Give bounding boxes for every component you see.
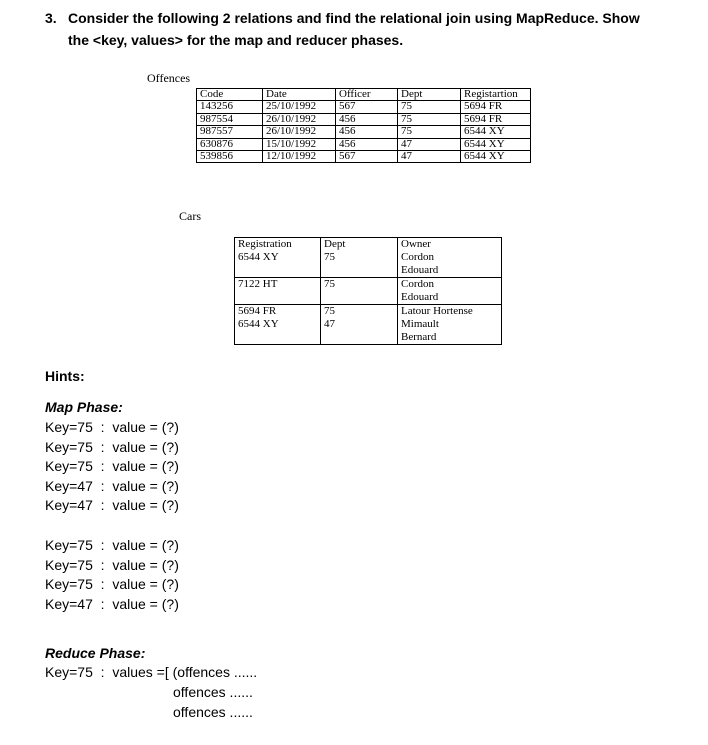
cell: 6544 XY [238, 318, 279, 330]
cell: 25/10/1992 [263, 101, 336, 113]
cell: Edouard [401, 291, 439, 303]
reduce-key-line: Key=75 : values =[ (offences ...... [45, 664, 258, 680]
cars-owner-cell [398, 305, 502, 345]
cars-owner-cell [398, 238, 502, 278]
cell: 567 [336, 151, 398, 163]
map-line: Key=47 : value = (?) [45, 595, 179, 612]
cell: 75 [398, 113, 461, 125]
cars-block-2 [235, 278, 502, 305]
cars-dept-cell [321, 238, 398, 278]
cell: 630876 [197, 138, 263, 150]
hints-label: Hints: [45, 368, 85, 384]
cars-reg-cell [235, 305, 321, 345]
map-group-1 [45, 418, 179, 516]
cell: 75 [324, 251, 335, 263]
cell: 47 [324, 318, 335, 330]
map-line: Key=75 : value = (?) [45, 458, 179, 474]
cell: 6544 XY [461, 151, 531, 163]
reduce-cont-line: offences ...... [173, 703, 253, 720]
cell: 26/10/1992 [263, 126, 336, 138]
cell: 143256 [197, 101, 263, 113]
reduce-continuation [173, 683, 253, 722]
cell: 5694 FR [461, 101, 531, 113]
table-row [197, 101, 531, 113]
cell: 47 [398, 138, 461, 150]
offences-header-row [197, 89, 531, 101]
cars-block-1 [235, 238, 502, 278]
cars-table [234, 237, 502, 345]
cell: 15/10/1992 [263, 138, 336, 150]
map-line: Key=47 : value = (?) [45, 497, 179, 513]
reduce-cont-line: offences ...... [173, 684, 253, 700]
map-line: Key=75 : value = (?) [45, 438, 179, 455]
map-line: Key=75 : value = (?) [45, 537, 179, 553]
cell: 6544 XY [238, 251, 279, 263]
col-date: Date [263, 89, 336, 101]
cell: 456 [336, 126, 398, 138]
question-line-2: the <key, values> for the map and reducer phases. [68, 32, 404, 48]
map-line: Key=75 : value = (?) [45, 556, 179, 573]
cell: 47 [398, 151, 461, 163]
cell: Edouard [401, 264, 439, 276]
reduce-line [45, 663, 257, 683]
cell: 7122 HT [238, 278, 278, 290]
cars-block-3 [235, 305, 502, 345]
cell: 26/10/1992 [263, 113, 336, 125]
cell: 75 [398, 101, 461, 113]
table-row [197, 151, 531, 163]
col-code: Code [197, 89, 263, 101]
table-row [197, 138, 531, 150]
col-owner: Owner [401, 238, 431, 250]
cars-caption: Cars [179, 209, 201, 223]
cell: 12/10/1992 [263, 151, 336, 163]
table-row [197, 113, 531, 125]
cars-dept-cell [321, 305, 398, 345]
cell: 5694 FR [238, 305, 277, 317]
reduce-phase-title: Reduce Phase: [45, 645, 146, 661]
cell: 987554 [197, 113, 263, 125]
question-line-1: Consider the following 2 relations and find the relational join using MapReduce. Show [68, 10, 640, 26]
cars-owner-cell [398, 278, 502, 305]
cars-dept-cell [321, 278, 398, 305]
cell: 75 [398, 126, 461, 138]
col-dept: Dept [398, 89, 461, 101]
cell: 5694 FR [461, 113, 531, 125]
col-dept: Dept [324, 238, 346, 250]
col-registration: Registartion [461, 89, 531, 101]
col-officer: Officer [336, 89, 398, 101]
cell: Bernard [401, 331, 437, 343]
cell: 6544 XY [461, 138, 531, 150]
col-registration: Registration [238, 238, 292, 250]
cell: 456 [336, 138, 398, 150]
cell: 456 [336, 113, 398, 125]
map-line: Key=75 : value = (?) [45, 419, 179, 435]
cell: 987557 [197, 126, 263, 138]
table-row [197, 126, 531, 138]
cars-reg-cell [235, 238, 321, 278]
cell: Mimault [401, 318, 439, 330]
offences-table [196, 88, 531, 163]
cell: 75 [324, 305, 335, 317]
cell: 567 [336, 101, 398, 113]
cell: Cordon [401, 278, 434, 290]
offences-caption: Offences [147, 71, 191, 85]
cell: Cordon [401, 251, 434, 263]
cars-reg-cell [235, 278, 321, 305]
map-line: Key=75 : value = (?) [45, 576, 179, 592]
map-group-2 [45, 536, 179, 614]
cell: 75 [324, 278, 335, 290]
map-line: Key=47 : value = (?) [45, 477, 179, 494]
cell: 6544 XY [461, 126, 531, 138]
question-number: 3. [45, 10, 57, 26]
cell: Latour Hortense [401, 305, 473, 317]
cell: 539856 [197, 151, 263, 163]
map-phase-title: Map Phase: [45, 399, 123, 415]
